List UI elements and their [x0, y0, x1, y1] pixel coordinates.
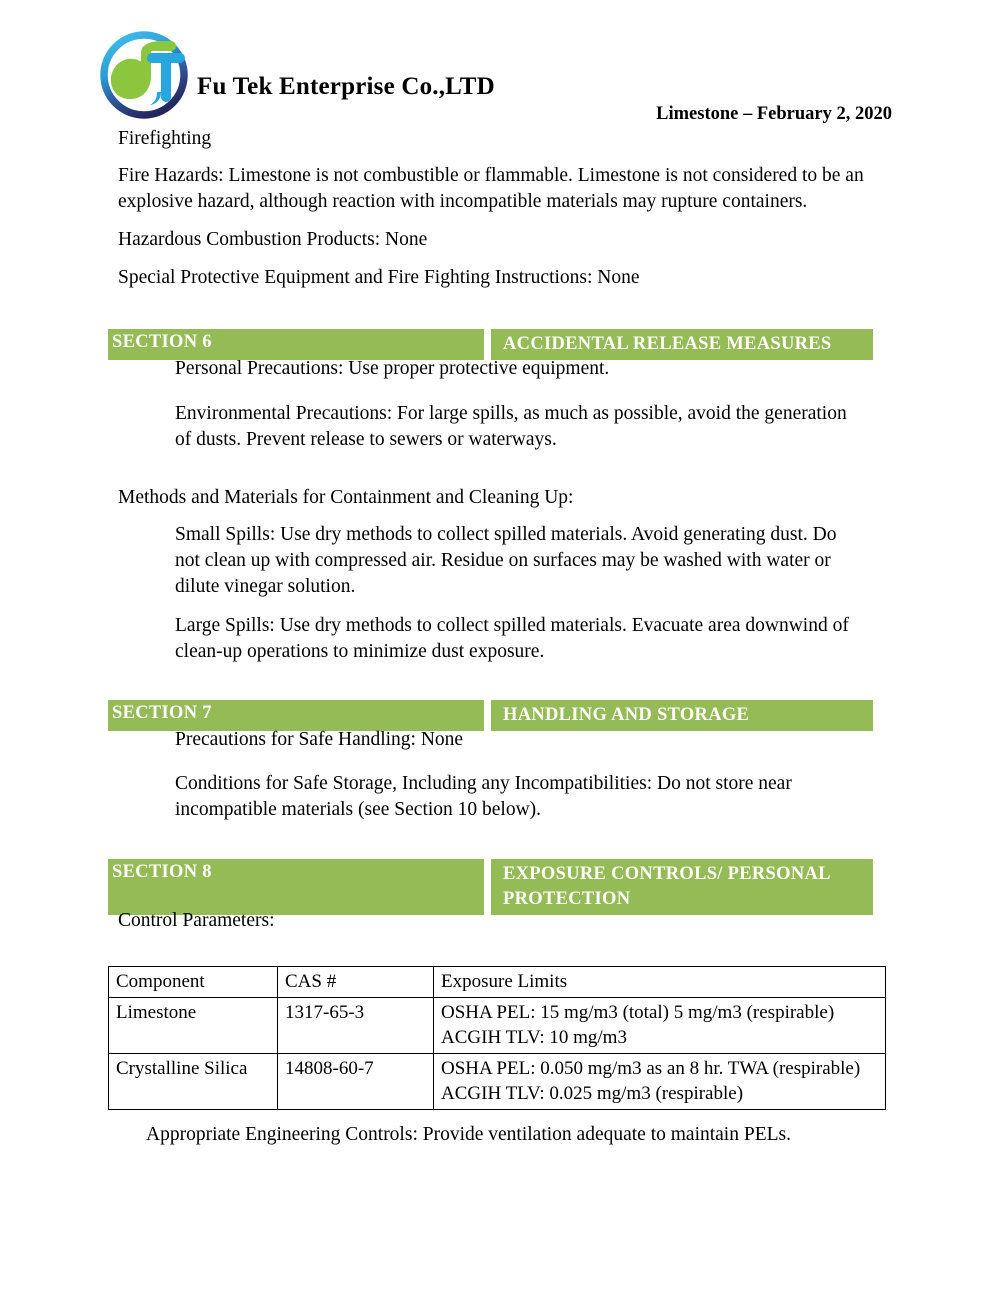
cell-component-limestone: Limestone [109, 998, 278, 1054]
limit-line: ACGIH TLV: 10 mg/m3 [441, 1027, 627, 1048]
table-row [109, 998, 886, 1054]
table-row [109, 1054, 886, 1110]
control-parameters-label: Control Parameters: [118, 910, 275, 931]
environmental-precautions-paragraph: Environmental Precautions: For large spills, as much as possible, avoid the generation of dusts. Prevent release to sewers or waterways. [175, 403, 847, 450]
fire-hazards-paragraph: Fire Hazards: Limestone is not combustible or flammable. Limestone is not considered to be an explosive hazard, although reaction with incompatible materials may rupture containers. [118, 165, 864, 212]
section-8-number: SECTION 8 [108, 859, 484, 915]
section-6-title: ACCIDENTAL RELEASE MEASURES [491, 329, 873, 360]
company-name: Fu Tek Enterprise Co.,LTD [197, 73, 495, 100]
firefighting-heading: Firefighting [118, 128, 212, 149]
limit-line: OSHA PEL: 0.050 mg/m3 as an 8 hr. TWA (respirable) [441, 1058, 861, 1079]
table-header-row [109, 967, 886, 998]
cell-limits-crystalline-silica [434, 1054, 886, 1110]
limit-line: OSHA PEL: 15 mg/m3 (total) 5 mg/m3 (respirable) [441, 1002, 835, 1023]
cell-cas-crystalline-silica: 14808-60-7 [278, 1054, 434, 1110]
section-6-number: SECTION 6 [108, 329, 484, 360]
special-protective-equipment-paragraph: Special Protective Equipment and Fire Fighting Instructions: None [118, 267, 640, 288]
safe-handling-paragraph: Precautions for Safe Handling: None [175, 729, 464, 750]
safe-storage-paragraph: Conditions for Safe Storage, Including any Incompatibilities: Do not store near incompatible materials (see Section 10 below). [175, 773, 792, 820]
section-8-header-bar [108, 859, 873, 915]
section-8-title: EXPOSURE CONTROLS/ PERSONAL PROTECTION [491, 859, 873, 915]
exposure-limits-table [108, 966, 886, 1110]
small-spills-paragraph: Small Spills: Use dry methods to collect spilled materials. Avoid generating dust. Do not clean up with compressed air. Residue on surfaces may be washed with water or dilute vinegar solution. [175, 524, 837, 597]
document-title: Limestone – February 2, 2020 [656, 104, 892, 124]
column-header-cas: CAS # [278, 967, 434, 998]
column-header-exposure-limits: Exposure Limits [434, 967, 886, 998]
section-7-number: SECTION 7 [108, 700, 484, 731]
cell-limits-limestone [434, 998, 886, 1054]
limit-line: ACGIH TLV: 0.025 mg/m3 (respirable) [441, 1083, 744, 1104]
large-spills-paragraph: Large Spills: Use dry methods to collect spilled materials. Evacuate area downwind of clean-up operations to minimize dust exposure. [175, 615, 849, 662]
methods-materials-heading: Methods and Materials for Containment and Cleaning Up: [118, 487, 574, 508]
fu-tek-logo-icon [97, 26, 195, 122]
document-header [0, 0, 1000, 130]
cell-cas-limestone: 1317-65-3 [278, 998, 434, 1054]
column-header-component: Component [109, 967, 278, 998]
hazardous-combustion-products-paragraph: Hazardous Combustion Products: None [118, 229, 428, 250]
personal-precautions-paragraph: Personal Precautions: Use proper protective equipment. [175, 358, 610, 379]
section-7-title: HANDLING AND STORAGE [491, 700, 873, 731]
cell-component-crystalline-silica: Crystalline Silica [109, 1054, 278, 1110]
section-bar-divider [484, 859, 491, 915]
engineering-controls-paragraph: Appropriate Engineering Controls: Provide ventilation adequate to maintain PELs. [146, 1124, 791, 1145]
